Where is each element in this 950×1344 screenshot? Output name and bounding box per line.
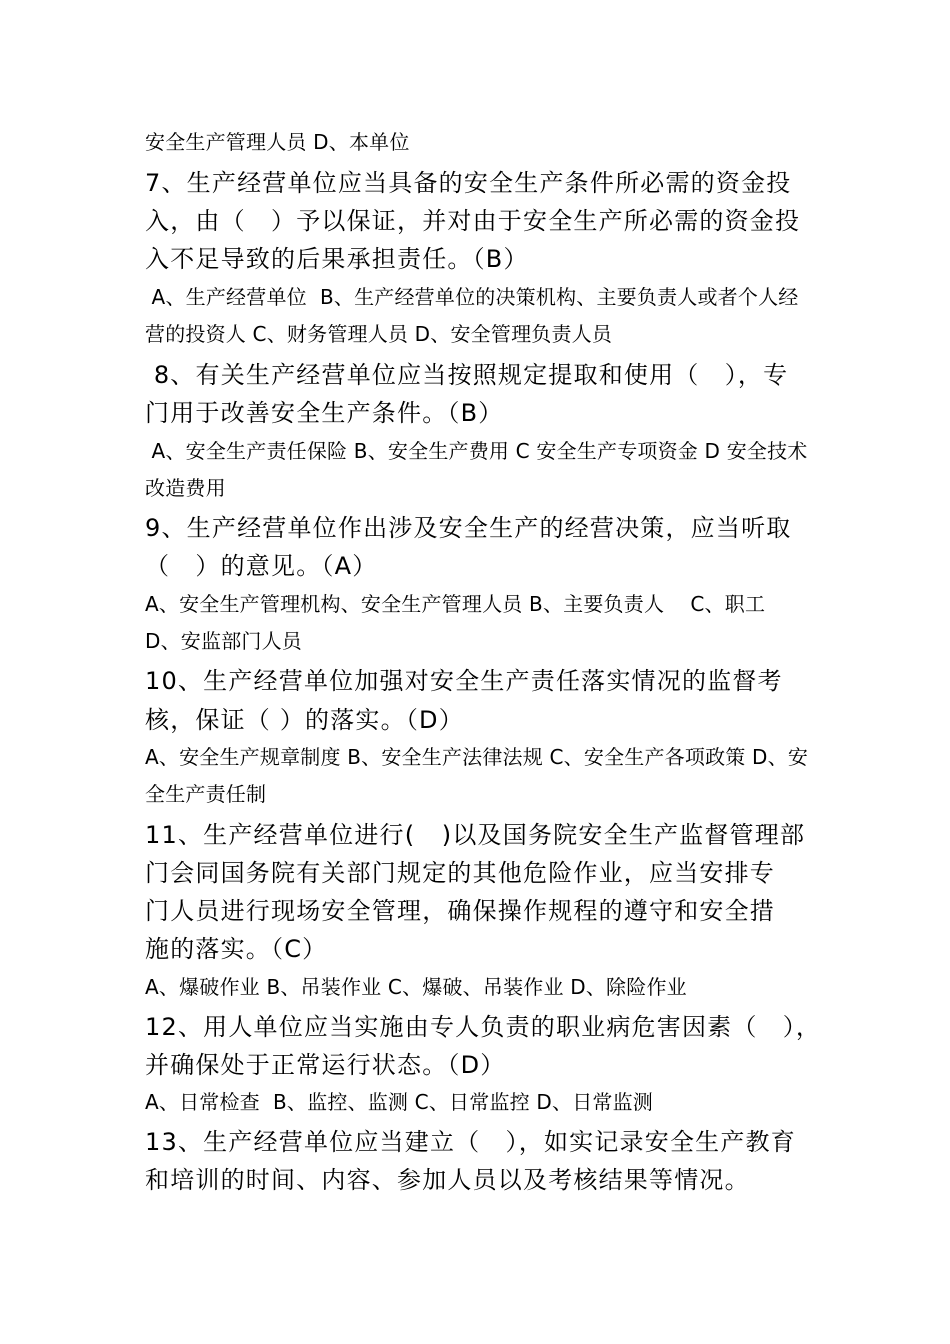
question-line: 门会同国务院有关部门规定的其他危险作业，应当安排专 [145, 859, 775, 887]
question-line: 入，由（ ）予以保证，并对由于安全生产所必需的资金投 [145, 207, 801, 235]
question-line: 8、有关生产经营单位应当按照规定提取和使用（ ），专 [145, 361, 789, 389]
option-line: 营的投资人 C、财务管理人员 D、安全管理负责人员 [145, 322, 613, 346]
question-line: 13、生产经营单位应当建立（ ），如实记录安全生产教育 [145, 1128, 796, 1156]
question-line: 核，保证（ ）的落实。（D） [145, 706, 464, 734]
question-line: 11、生产经营单位进行( )以及国务院安全生产监督管理部 [145, 821, 806, 849]
question-line: 并确保处于正常运行状态。（D） [145, 1051, 506, 1079]
option-line: A、生产经营单位 B、生产经营单位的决策机构、主要负责人或者个人经 [145, 285, 799, 309]
option-line: A、爆破作业 B、吊装作业 C、爆破、吊装作业 D、除险作业 [145, 975, 687, 999]
question-line: 7、生产经营单位应当具备的安全生产条件所必需的资金投 [145, 169, 792, 197]
option-line: A、安全生产管理机构、安全生产管理人员 B、主要负责人 C、职工 [145, 592, 766, 616]
question-line: 12、用人单位应当实施由专人负责的职业病危害因素（ ）， [145, 1013, 822, 1041]
option-line: D、安监部门人员 [145, 629, 303, 653]
question-line: 9、生产经营单位作出涉及安全生产的经营决策，应当听取 [145, 514, 792, 542]
option-line: 全生产责任制 [145, 782, 267, 806]
question-line: 门用于改善安全生产条件。（B） [145, 399, 504, 427]
option-line: 安全生产管理人员 D、本单位 [145, 130, 410, 154]
option-line: A、日常检查 B、监控、监测 C、日常监控 D、日常监测 [145, 1090, 653, 1114]
question-line: 入不足导致的后果承担责任。（B） [145, 245, 529, 273]
question-line: 和培训的时间、内容、参加人员以及考核结果等情况。 [145, 1166, 750, 1194]
question-line: 施的落实。（C） [145, 935, 328, 963]
option-line: A、安全生产责任保险 B、安全生产费用 C 安全生产专项资金 D 安全技术 [145, 439, 808, 463]
question-line: 10、生产经营单位加强对安全生产责任落实情况的监督考 [145, 667, 783, 695]
option-line: 改造费用 [145, 476, 226, 500]
question-line: （ ）的意见。（A） [145, 552, 378, 580]
question-line: 门人员进行现场安全管理，确保操作规程的遵守和安全措 [145, 897, 775, 925]
option-line: A、安全生产规章制度 B、安全生产法律法规 C、安全生产各项政策 D、安 [145, 745, 809, 769]
